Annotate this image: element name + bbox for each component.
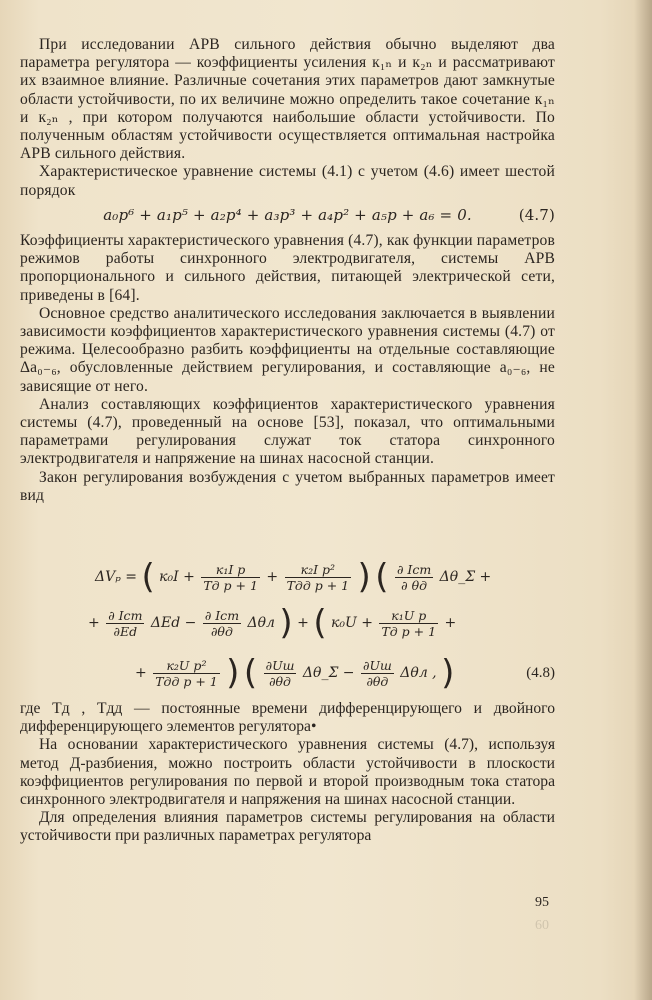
fraction-dist-dtheta-2	[203, 608, 241, 639]
fraction-denominator: ∂Ed	[113, 623, 138, 639]
fraction-denominator: ∂ θд	[401, 577, 428, 593]
formula-4-8	[40, 548, 555, 708]
fraction-denominator: Tдд p + 1	[286, 577, 350, 593]
plus-sign: +	[266, 569, 279, 585]
plus-sign: +	[88, 615, 100, 631]
faint-bleed-through-number: 60	[535, 918, 549, 933]
term-k0i: к₀I +	[159, 569, 195, 585]
paragraph-d-partition: На основании характеристического уравнения системы (4.7), используя метод Д-разбиения, можно построить области устойчивости в плоскости коэффициентов регулирования по первой и второй производным тока статора синхронного электродвигателя и напряжения на шинах насосной станции.	[20, 736, 555, 809]
formula-4-8-line-2	[88, 603, 457, 643]
fraction-dush-dtheta	[264, 658, 297, 689]
fraction-numerator: к₂I p²	[285, 562, 352, 578]
fraction-denominator: Tдд p + 1	[155, 673, 218, 689]
formula-4-7-body: a₀p⁶ + a₁p⁵ + a₂p⁴ + a₃p³ + a₄p² + a₅p + a₆ = 0.	[103, 205, 472, 224]
fraction-denominator: Tд p + 1	[203, 577, 258, 593]
upper-text-block	[20, 36, 555, 505]
fraction-dist-ded	[106, 608, 144, 639]
fraction-denominator: Tд p + 1	[381, 623, 437, 639]
fraction-numerator: ∂Uш	[362, 657, 392, 673]
paren-open: (	[141, 557, 155, 597]
paren-close: )	[279, 603, 293, 643]
fraction-numerator: ∂ Iст	[204, 607, 240, 623]
term-delta-ed: ΔEd −	[150, 615, 197, 631]
formula-4-7-number: (4.7)	[518, 205, 555, 224]
fraction-dist-dtheta	[395, 562, 433, 593]
lower-text-block	[20, 700, 555, 846]
term-delta-theta-sum: Δθ_Σ +	[439, 569, 492, 585]
fraction-k1i	[201, 562, 260, 593]
fraction-numerator: к₂U p²	[153, 658, 220, 674]
fraction-dush-dtheta-2	[361, 658, 394, 689]
paren-open: (	[375, 557, 389, 597]
plus-sign: +	[297, 615, 309, 631]
paragraph-influence: Для определения влияния параметров системы регулирования на области устойчивости при различных параметрах регулятора	[20, 809, 555, 845]
fraction-denominator: ∂θд	[269, 673, 291, 689]
paren-open: (	[243, 653, 258, 693]
paragraph-coefficients: Коэффициенты характеристического уравнения (4.7), как функции параметров режимов работы синхронного электродвигателя, системы АРВ пропорционального и сильного действия, питающей электрической сети, приведены в [64].	[20, 232, 555, 304]
paragraph-time-constants: где Tд , Tдд — постоянные времени дифференцирующего и двойного дифференцирующего элементов регулятора•	[20, 700, 555, 736]
formula-4-7	[20, 206, 555, 224]
fraction-k2u	[153, 658, 220, 689]
term-delta-theta-l: Δθл	[247, 615, 275, 631]
term-delta-theta-l: Δθл ,	[400, 665, 437, 681]
fraction-numerator: к₁U p	[379, 608, 438, 624]
term-delta-theta-sum: Δθ_Σ −	[302, 665, 355, 681]
term-k0u: к₀U +	[331, 615, 373, 631]
fraction-numerator: ∂ Iст	[108, 607, 143, 623]
paren-close: )	[441, 653, 455, 693]
paren-open: (	[313, 603, 327, 643]
fraction-denominator: ∂θд	[210, 623, 233, 639]
plus-sign: +	[135, 665, 147, 681]
fraction-k1u	[379, 608, 438, 639]
formula-lhs: ΔVₚ =	[95, 569, 142, 585]
fraction-numerator: к₁I p	[201, 562, 260, 578]
fraction-numerator: ∂Uш	[265, 657, 295, 673]
plus-sign: +	[444, 615, 457, 631]
formula-4-8-line-3	[135, 653, 455, 693]
formula-4-8-line-1	[95, 557, 492, 597]
formula-4-8-number: (4.8)	[526, 665, 555, 681]
paragraph-analysis-method: Основное средство аналитического исследования заключается в выявлении зависимости коэффициентов характеристического уравнения системы (4.7) от режима. Целесообразно разбить коэффициенты на отдельные составляющие Δa₀₋₆, обусловленные действием регулирования, и составляющие a₀₋₆, не зависящие от него.	[20, 304, 555, 395]
fraction-denominator: ∂θд	[366, 673, 389, 689]
paragraph-arv-parameters: При исследовании АРВ сильного действия обычно выделяют два параметра регулятора — коэффициенты усиления к₁ₙ и к₂ₙ и рассматривают их взаимное влияние. Различные сочетания этих параметров дают замкнутые области устойчивости, по их величине можно определить такое сочетание к₁ₙ и к₂ₙ , при котором получаются наибольшие области устойчивости. По полученным областям устойчивости осуществляется оптимальная настройка АРВ сильного действия.	[20, 36, 555, 163]
paren-close: )	[226, 653, 240, 693]
paragraph-control-law: Закон регулирования возбуждения с учетом выбранных параметров имеет вид	[20, 468, 555, 504]
page-number: 95	[535, 895, 549, 910]
fraction-k2i	[285, 562, 352, 593]
paren-close: )	[357, 557, 371, 597]
paragraph-characteristic-equation: Характеристическое уравнение системы (4.1) с учетом (4.6) имеет шестой порядок	[20, 163, 555, 199]
paragraph-optimal-parameters: Анализ составляющих коэффициентов характеристического уравнения системы (4.7), проведенный на основе [53], показал, что оптимальными параметрами регулирования служат ток статора синхронного электродвигателя и напряжение на шинах насосной станции.	[20, 395, 555, 468]
fraction-numerator: ∂ Iст	[396, 561, 432, 577]
